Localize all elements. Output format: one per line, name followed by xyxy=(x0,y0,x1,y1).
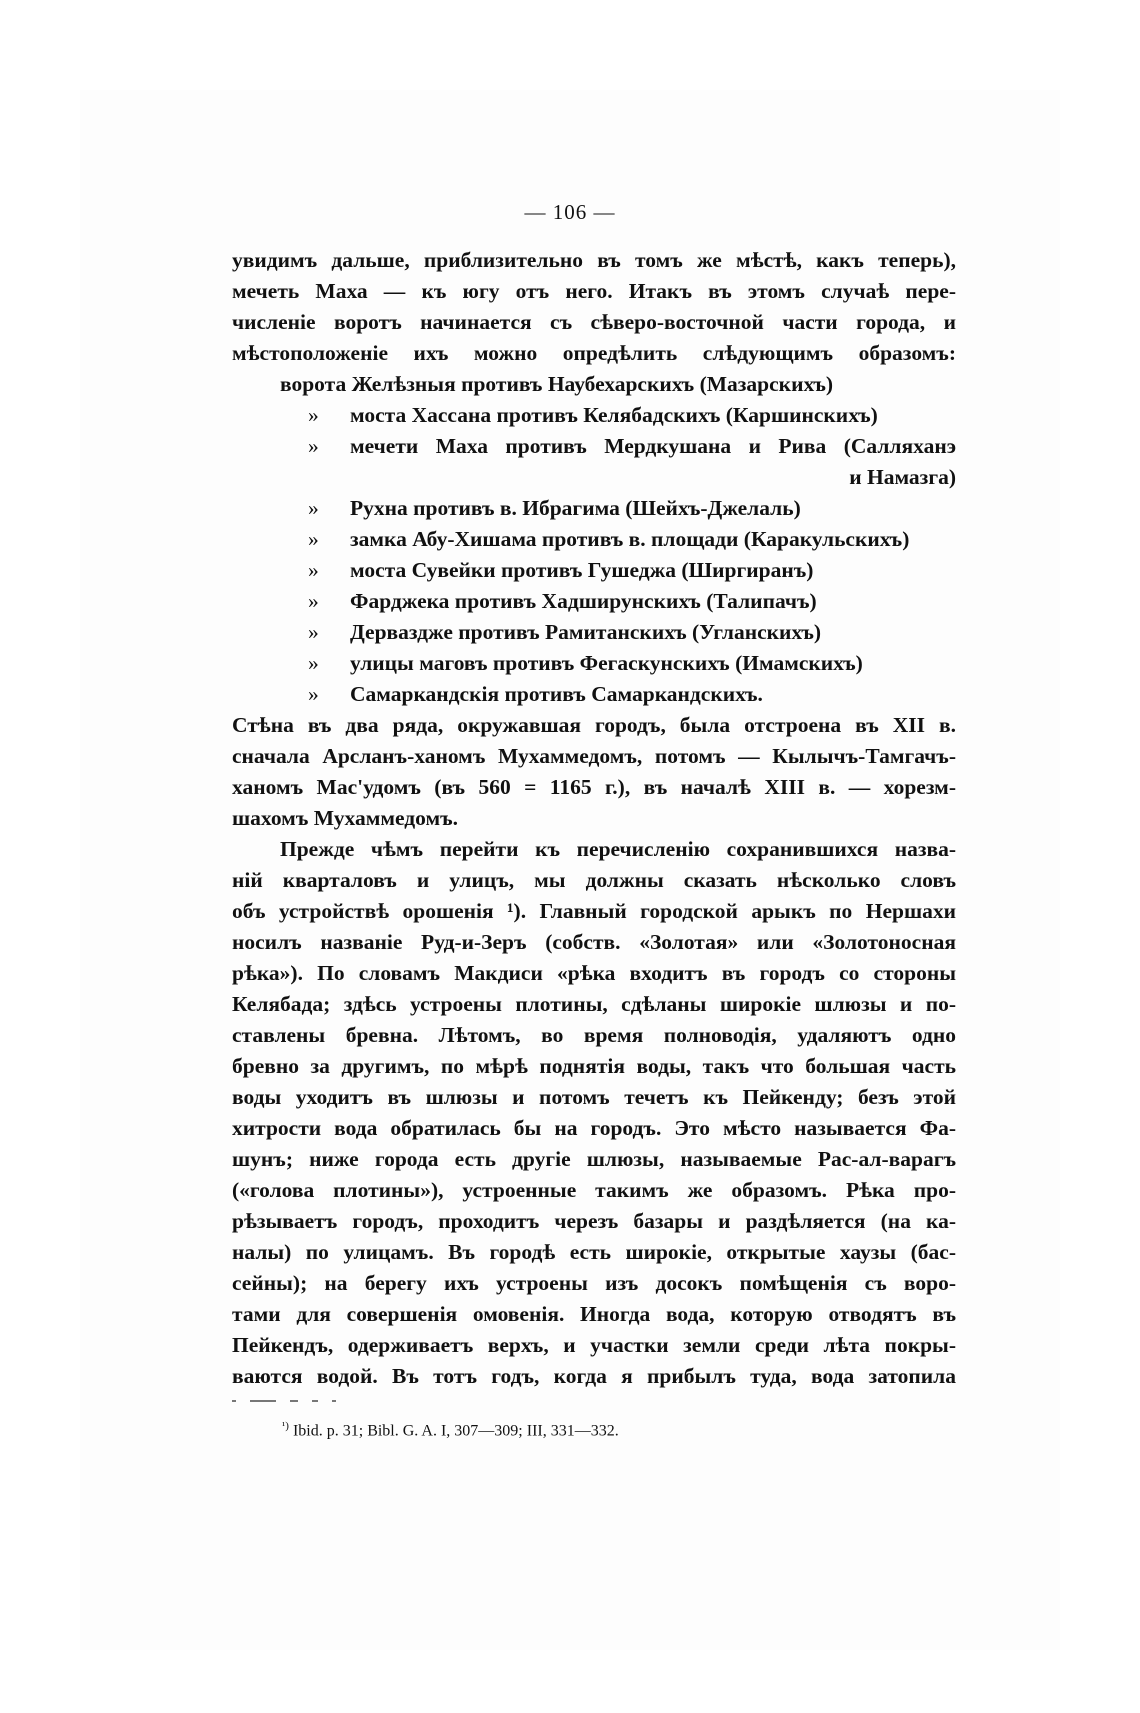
gate-text: Самаркандскія противъ Самаркандскихъ. xyxy=(350,682,763,706)
text-line: сначала Арсланъ-ханомъ Мухаммедомъ, потомъ — Кылычъ-Тамгачъ- xyxy=(232,744,956,768)
footnote-text: Ibid. p. 31; Bibl. G. A. I, 307—309; III, 331—332. xyxy=(292,1422,619,1440)
gate-list-item xyxy=(232,431,956,462)
gate-list-item xyxy=(232,493,956,524)
ditto-mark: » xyxy=(308,558,319,582)
text-line: носилъ названіе Руд-и-Зеръ (собств. «Золотая» или «Золотоносная xyxy=(232,930,956,954)
ditto-mark: » xyxy=(308,651,319,675)
gates-heading-line: ворота Желѣзныя противъ Наубехарскихъ (Мазарскихъ) xyxy=(280,372,834,396)
text-line: тами для совершенія омовенія. Иногда вода, которую отводятъ въ xyxy=(232,1302,956,1326)
gate-text: Фарджека противъ Хадширунскихъ (Талипачъ) xyxy=(350,589,817,613)
text-line: налы) по улицамъ. Въ городѣ есть широкіе, открытые хаузы (бас- xyxy=(232,1240,956,1264)
ditto-mark: » xyxy=(308,527,319,551)
text-line: сейны); на берегу ихъ устроены изъ досокъ помѣщенія съ воро- xyxy=(232,1271,956,1295)
text-line: мѣстоположеніе ихъ можно опредѣлить слѣдующимъ образомъ: xyxy=(232,341,956,365)
ditto-mark: » xyxy=(308,589,319,613)
text-line: ставлены бревна. Лѣтомъ, во время полноводія, удаляютъ одно xyxy=(232,1023,956,1047)
text-line: численіе воротъ начинается съ сѣверо-восточной части города, и xyxy=(232,310,956,334)
text-line: Стѣна въ два ряда, окружавшая городъ, была отстроена въ XII в. xyxy=(232,713,956,737)
ditto-mark: » xyxy=(308,434,319,458)
gate-text: улицы маговъ противъ Фегаскунскихъ (Имамскихъ) xyxy=(350,651,863,675)
text-line: шунъ; ниже города есть другіе шлюзы, называемые Рас-ал-варагъ xyxy=(232,1147,956,1171)
gate-text: мечети Маха противъ Мердкушана и Рива (Салляханэ xyxy=(350,434,956,458)
text-line: Прежде чѣмъ перейти къ перечисленію сохранившихся назва- xyxy=(280,837,956,861)
page-number: — 106 — xyxy=(524,200,616,224)
gate-text: Рухна противъ в. Ибрагима (Шейхъ-Джелаль) xyxy=(350,496,801,520)
gate-list-item xyxy=(232,555,956,586)
gate-list-item xyxy=(232,586,956,617)
gate-text: замка Абу-Хишама противъ в. площади (Каракульскихъ) xyxy=(350,527,910,551)
text-line: рѣзываетъ городъ, проходитъ черезъ базары и раздѣляется (на ка- xyxy=(232,1209,956,1233)
ditto-mark: » xyxy=(308,682,319,706)
text-line: бревно за другимъ, по мѣрѣ поднятія воды, такъ что большая часть xyxy=(232,1054,956,1078)
text-line: шахомъ Мухаммедомъ. xyxy=(232,806,459,830)
footnote xyxy=(282,1420,619,1440)
gate-text: Дерваздже противъ Рамитанскихъ (Угланскихъ) xyxy=(350,620,822,644)
text-line: Пейкендъ, одерживаетъ верхъ, и участки земли среди лѣта покры- xyxy=(232,1333,956,1357)
text-line: хитрости вода обратилась бы на городъ. Это мѣсто называется Фа- xyxy=(232,1116,956,1140)
footnote-mark: ¹) xyxy=(282,1420,289,1432)
text-line: объ устройствѣ орошенія ¹). Главный городской арыкъ по Нершахи xyxy=(232,899,956,923)
text-line: ній кварталовъ и улицъ, мы должны сказать нѣсколько словъ xyxy=(232,868,956,892)
text-line: воды уходитъ въ шлюзы и потомъ течетъ къ Пейкенду; безъ этой xyxy=(232,1085,956,1109)
ditto-mark: » xyxy=(308,496,319,520)
ditto-mark: » xyxy=(308,403,319,427)
main-text xyxy=(232,245,956,1392)
gate-list-item xyxy=(232,648,956,679)
text-line: ханомъ Мас'удомъ (въ 560 = 1165 г.), въ началѣ XIII в. — хорезм- xyxy=(232,775,956,799)
text-line: Келябада; здѣсь устроены плотины, сдѣланы широкіе шлюзы и по- xyxy=(232,992,956,1016)
cut-off-line-fragment xyxy=(232,1392,452,1398)
gate-list-item xyxy=(232,400,956,431)
text-line: мечеть Маха — къ югу отъ него. Итакъ въ этомъ случаѣ пере- xyxy=(232,279,956,303)
gate-list-item xyxy=(232,524,956,555)
ditto-mark: » xyxy=(308,620,319,644)
gate-text: моста Хассана противъ Келябадскихъ (Каршинскихъ) xyxy=(350,403,878,427)
gate-list-item xyxy=(232,679,956,710)
gate-text: моста Сувейки противъ Гушеджа (Ширгиранъ) xyxy=(350,558,814,582)
text-line: ваются водой. Въ тотъ годъ, когда я прибылъ туда, вода затопила xyxy=(232,1364,956,1388)
gate-list-item xyxy=(232,617,956,648)
gate-continuation: и Намазга) xyxy=(849,465,956,489)
text-line: рѣка»). По словамъ Макдиси «рѣка входитъ въ городъ со стороны xyxy=(232,961,956,985)
text-line: («голова плотины»), устроенные такимъ же образомъ. Рѣка про- xyxy=(232,1178,956,1202)
text-line: увидимъ дальше, приблизительно въ томъ же мѣстѣ, какъ теперь), xyxy=(232,248,956,272)
